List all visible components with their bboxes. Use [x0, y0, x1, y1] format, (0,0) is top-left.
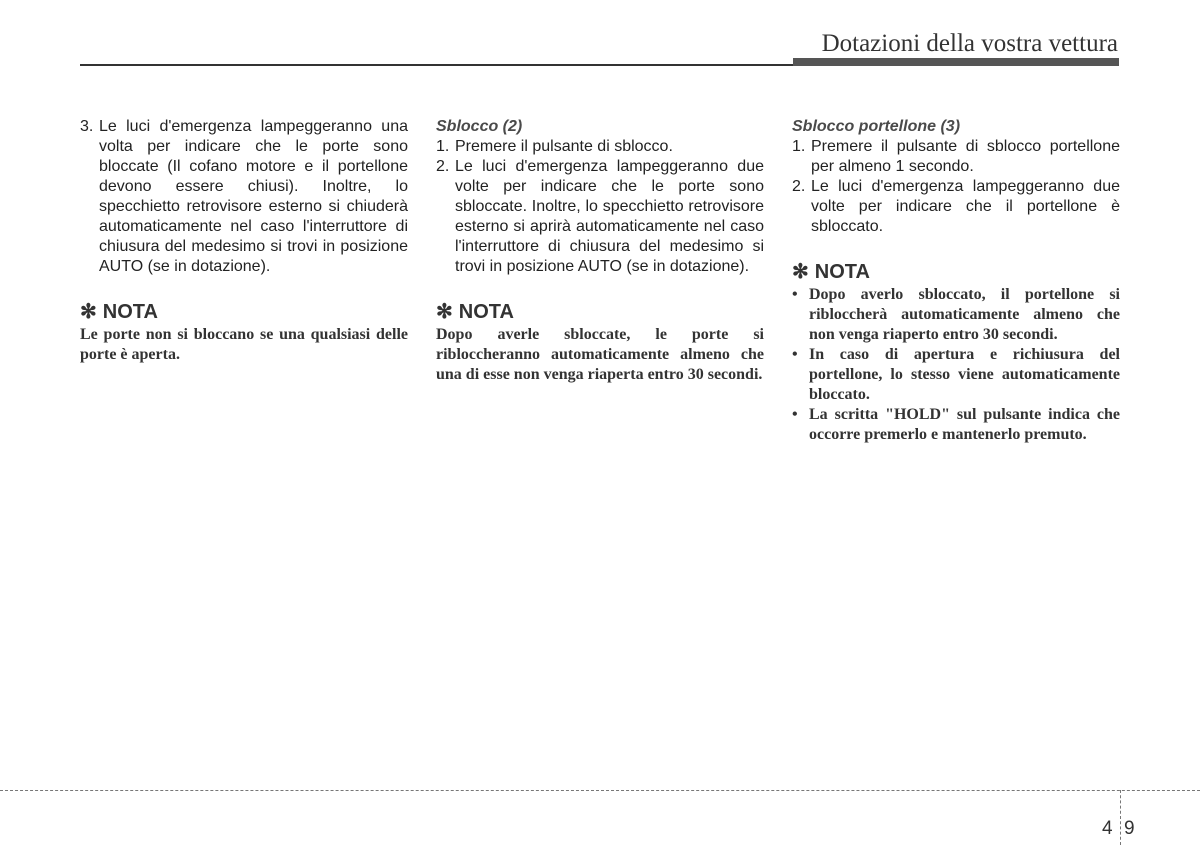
star-icon: ✻: [792, 261, 809, 283]
nota-heading: [436, 299, 764, 325]
nota-box: [80, 299, 408, 365]
item-number: 1.: [792, 138, 806, 155]
item-text: Le luci d'emergenza lampeggeranno una volta per indicare che le porte sono bloccate (Il cofano motore e il portellone devono essere chiusi). Inoltre, lo specchietto retrovisore esterno si chiuderà automaticamente nel caso l'interruttore di chiusura del medesimo si trovi in posizione AUTO (se in dotazione).: [99, 118, 408, 275]
item-number: 2.: [792, 178, 806, 195]
list-item: [792, 137, 1120, 177]
list-item: [436, 157, 764, 277]
section-heading: Sblocco (2): [436, 118, 523, 135]
list-item: [80, 117, 408, 277]
nota-title: NOTA: [102, 301, 158, 323]
section-number: 4: [1102, 818, 1113, 839]
bullet-text: In caso di apertura e richiusura del portellone, lo stesso viene automaticamente bloccato.: [809, 346, 1120, 403]
header-rule: [80, 64, 793, 66]
item-number: 1.: [436, 138, 450, 155]
column-middle: [436, 117, 764, 385]
section-heading: Sblocco portellone (3): [792, 118, 961, 135]
nota-title: NOTA: [814, 261, 870, 283]
bullet-icon: •: [792, 346, 798, 363]
bullet-item: [792, 345, 1120, 405]
bullet-item: [792, 405, 1120, 445]
nota-box: [792, 259, 1120, 445]
item-text: Premere il pulsante di sblocco portellone per almeno 1 secondo.: [811, 138, 1120, 175]
nota-text: Dopo averle sbloccate, le porte si ribloccheranno automaticamente almeno che una di esse non venga riaperta entro 30 secondi.: [436, 326, 764, 383]
bullet-item: [792, 285, 1120, 345]
star-icon: ✻: [436, 301, 453, 323]
nota-title: NOTA: [458, 301, 514, 323]
item-number: 3.: [80, 118, 94, 135]
bullet-text: La scritta "HOLD" sul pulsante indica che occorre premerlo e mantenerlo premuto.: [809, 406, 1120, 443]
nota-heading: [792, 259, 1120, 285]
column-right: [792, 117, 1120, 445]
list-item: [792, 177, 1120, 237]
nota-heading: [80, 299, 408, 325]
page-number: 9: [1124, 818, 1135, 839]
nota-box: [436, 299, 764, 385]
footer-divider: [0, 790, 1200, 791]
bullet-text: Dopo averlo sbloccato, il portellone si ribloccherà automaticamente almeno che non venga riaperto entro 30 secondi.: [809, 286, 1120, 343]
header-rule-accent: [793, 58, 1119, 66]
list-item: [436, 137, 764, 157]
item-text: Le luci d'emergenza lampeggeranno due volte per indicare che il portellone è sbloccato.: [811, 178, 1120, 235]
item-text: Le luci d'emergenza lampeggeranno due volte per indicare che le porte sono sbloccate. Inoltre, lo specchietto retrovisore esterno si aprirà automaticamente nel caso l'interruttore di chiusura del medesimo si trovi in posizione AUTO (se in dotazione).: [455, 158, 764, 275]
column-left: [80, 117, 408, 365]
star-icon: ✻: [80, 301, 97, 323]
footer-page-separator: [1120, 790, 1121, 845]
nota-text: Le porte non si bloccano se una qualsiasi delle porte è aperta.: [80, 326, 408, 363]
item-number: 2.: [436, 158, 450, 175]
item-text: Premere il pulsante di sblocco.: [455, 138, 673, 155]
bullet-icon: •: [792, 406, 798, 423]
bullet-icon: •: [792, 286, 798, 303]
page-title: Dotazioni della vostra vettura: [821, 30, 1118, 57]
